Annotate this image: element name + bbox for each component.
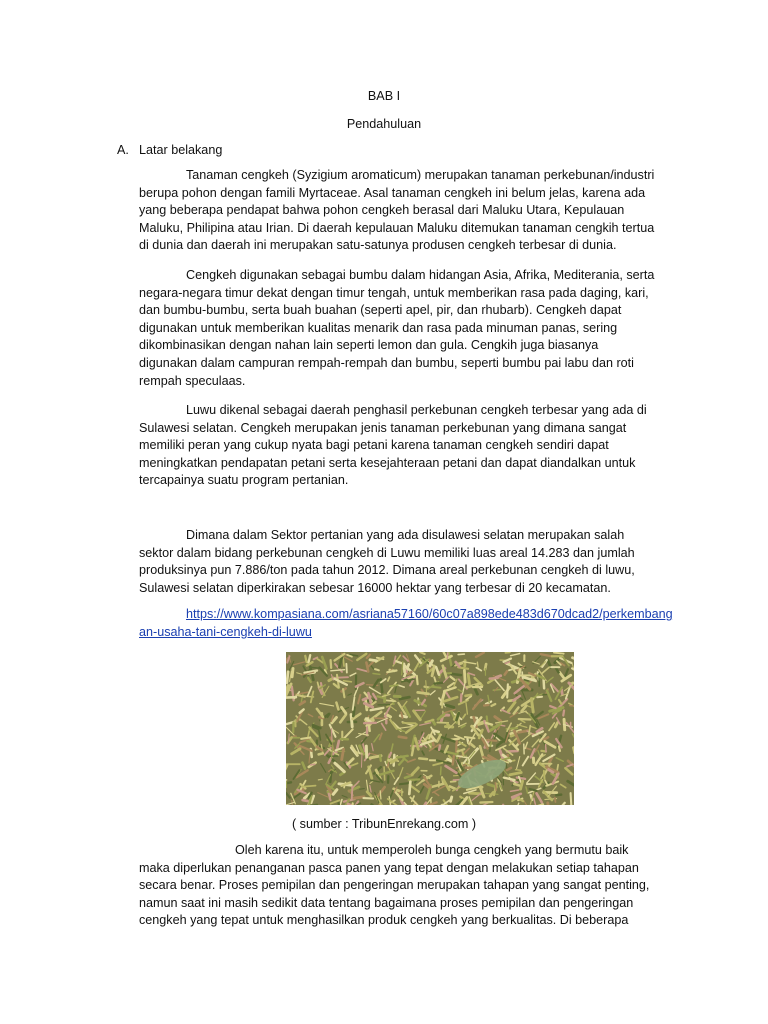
paragraph-closing bbox=[139, 842, 659, 930]
paragraph-4-text: Dimana dalam Sektor pertanian yang ada disulawesi selatan merupakan salah sektor dalam bidang perkebunan cengkeh di Luwu memiliki luas areal 14.283 dan jumlah produksinya pun 7.886/ton pada tahun 2012. Dimana areal perkebunan cengkeh di luwu, Sulawesi selatan diperkirakan sebesar 16000 hektar yang terbesar di 20 kecamatan. bbox=[139, 528, 635, 595]
paragraph-1 bbox=[139, 167, 659, 255]
paragraph-2 bbox=[139, 267, 659, 390]
chapter-number: BAB I bbox=[367, 89, 401, 103]
section-title: Latar belakang bbox=[139, 143, 223, 157]
paragraph-4 bbox=[139, 527, 659, 597]
source-link-text[interactable]: https://www.kompasiana.com/asriana57160/60c07a898ede483d670dcad2/perkembangan-usaha-tani-cengkeh-di-luwu bbox=[139, 607, 673, 639]
clove-photo-image bbox=[286, 652, 574, 805]
source-link[interactable] bbox=[139, 606, 679, 641]
section-heading bbox=[117, 142, 222, 160]
paragraph-closing-text: Oleh karena itu, untuk memperoleh bunga cengkeh yang bermutu baik maka diperlukan penanganan pasca panen yang tepat dengan melakukan setiap tahapan secara benar. Proses pemipilan dan pengeringan merupakan tahapan yang sangat penting, namun saat ini masih sedikit data tentang bagaimana proses pemipilan dan pengeringan cengkeh yang tepat untuk menghasilkan produk cengkeh yang berkualitas. Di beberapa bbox=[139, 843, 650, 928]
figure-caption: ( sumber : TribunEnrekang.com ) bbox=[291, 817, 477, 831]
paragraph-1-text: Tanaman cengkeh (Syzigium aromaticum) merupakan tanaman perkebunan/industri berupa pohon dengan famili Myrtaceae. Asal tanaman cengkeh ini belum jelas, karena ada yang beberapa pendapat bahwa pohon cengkeh berasal dari Maluku Utara, Kepulauan Maluku, Philipina atau Irian. Di daerah kepulauan Maluku ditemukan tanaman cengkih tertua di dunia dan daerah ini merupakan satu-satunya produsen cengkeh terbesar di dunia. bbox=[139, 168, 655, 253]
clove-photo bbox=[286, 652, 574, 805]
paragraph-3-text: Luwu dikenal sebagai daerah penghasil perkebunan cengkeh terbesar yang ada di Sulawesi selatan. Cengkeh merupakan jenis tanaman perkebunan yang dimana sangat memiliki peran yang cukup nyata bagi petani karena tanaman cengkeh sendiri dapat meningkatkan pendapatan petani serta kesejahteraan petani dan dapat diandalkan untuk tercapainya suatu program pertanian. bbox=[139, 403, 647, 488]
paragraph-2-text: Cengkeh digunakan sebagai bumbu dalam hidangan Asia, Afrika, Mediterania, serta negara-negara timur dekat dengan timur tengah, untuk memberikan rasa pada daging, kari, dan bumbu-bumbu, serta buah buahan (seperti apel, pir, dan rhubarb). Cengkeh dapat digunakan untuk memberikan kualitas menarik dan rasa pada minuman panas, sering dikombinasikan dengan nahan lain seperti lemon dan gula. Cengkih juga biasanya digunakan dalam campuran rempah-rempah dan bumbu, seperti bumbu pai labu dan roti rempah speculaas. bbox=[139, 268, 655, 388]
paragraph-3 bbox=[139, 402, 659, 490]
section-marker: A. bbox=[117, 143, 129, 157]
chapter-title: Pendahuluan bbox=[346, 117, 422, 131]
